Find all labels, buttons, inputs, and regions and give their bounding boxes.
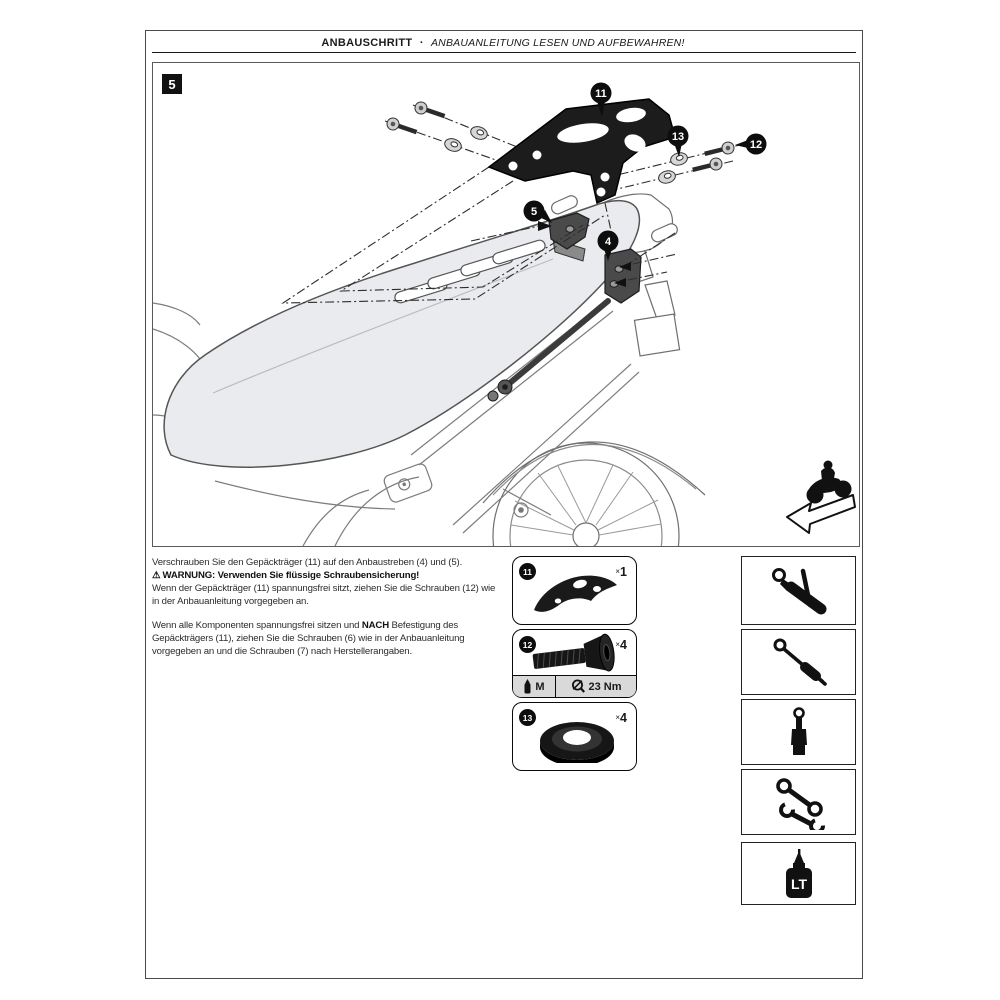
part-box-11 [512,556,637,625]
torque-wrench-icon [570,679,585,694]
instruction-line-1: Verschrauben Sie den Gepäckträger (11) auf den Anbaustreben (4) und (5). [152,557,463,568]
header-rule [152,52,856,53]
tool-box-threadlocker [741,842,856,905]
part-11-badge: 11 [519,563,536,580]
bit-driver-icon [761,564,837,618]
luggage-rack-plate-icon [513,557,636,624]
part-12-spec-strip [513,675,636,697]
torque-value: 23 Nm [588,680,622,693]
mounting-strut-right [605,249,641,303]
motorcycle-assembly-drawing [153,63,859,546]
part-13-badge: 13 [519,709,536,726]
thread-label: M [535,680,545,693]
instruction-text [152,556,504,658]
torque-spec-cell [556,676,636,697]
threadlocker-bottle-icon [523,679,532,694]
threadlocker-bottle-icon [761,848,837,900]
tool-box-bit-driver [741,556,856,625]
callout-12 [735,134,767,155]
thread-spec-cell [513,676,556,697]
screwdriver-icon [761,635,837,689]
svg-text:13: 13 [671,131,685,143]
page-header [145,33,861,53]
countersunk-screw-icon [513,630,636,676]
threadlocker-label: LT [790,875,807,892]
instruction-paragraph-2: Wenn alle Komponenten spannungsfrei sitzen und NACH Befestigung des Gepäckträgers (11), ziehen Sie die Schrauben (6) wie in der Anbauanleitung vorgegeben an und die Schrauben (7) nach Herstellerangaben. [152,620,465,657]
svg-text:5: 5 [530,206,538,218]
assembly-diagram [152,62,860,547]
callout-5 [524,201,553,224]
warning-icon: ⚠ [152,570,161,581]
warning-line: ⚠ WARNUNG: Verwenden Sie flüssige Schraubensicherung! [152,570,420,581]
part-box-12 [512,629,637,698]
svg-text:4: 4 [604,236,612,248]
header-notice: ANBAUANLEITUNG LESEN UND AUFBEWAHREN! [430,37,685,49]
tool-box-screwdriver [741,629,856,695]
part-12-badge: 12 [519,636,536,653]
tool-box-wrenches [741,769,856,835]
part-11-quantity: ×1 [615,565,627,579]
svg-text:12: 12 [749,139,763,151]
part-box-13 [512,702,637,771]
header-separator: · [419,37,424,49]
part-12-quantity: ×4 [615,638,627,652]
step-number-badge: 5 [162,74,182,94]
callout-13 [668,126,689,158]
countersunk-washer-icon [513,703,636,770]
socket-extension-icon [761,705,837,759]
instruction-line-2: Wenn der Gepäckträger (11) spannungsfrei sitzt, ziehen Sie die Schrauben (12) wie in der Anbauanleitung vorgegeben an. [152,583,496,607]
wrenches-icon [761,774,837,830]
luggage-rack-plate [489,99,675,203]
part-13-quantity: ×4 [615,711,627,725]
svg-text:11: 11 [595,88,607,100]
riding-direction-icon [787,461,855,534]
tool-box-socket-extension [741,699,856,765]
header-title: ANBAUSCHRITT [321,37,413,49]
